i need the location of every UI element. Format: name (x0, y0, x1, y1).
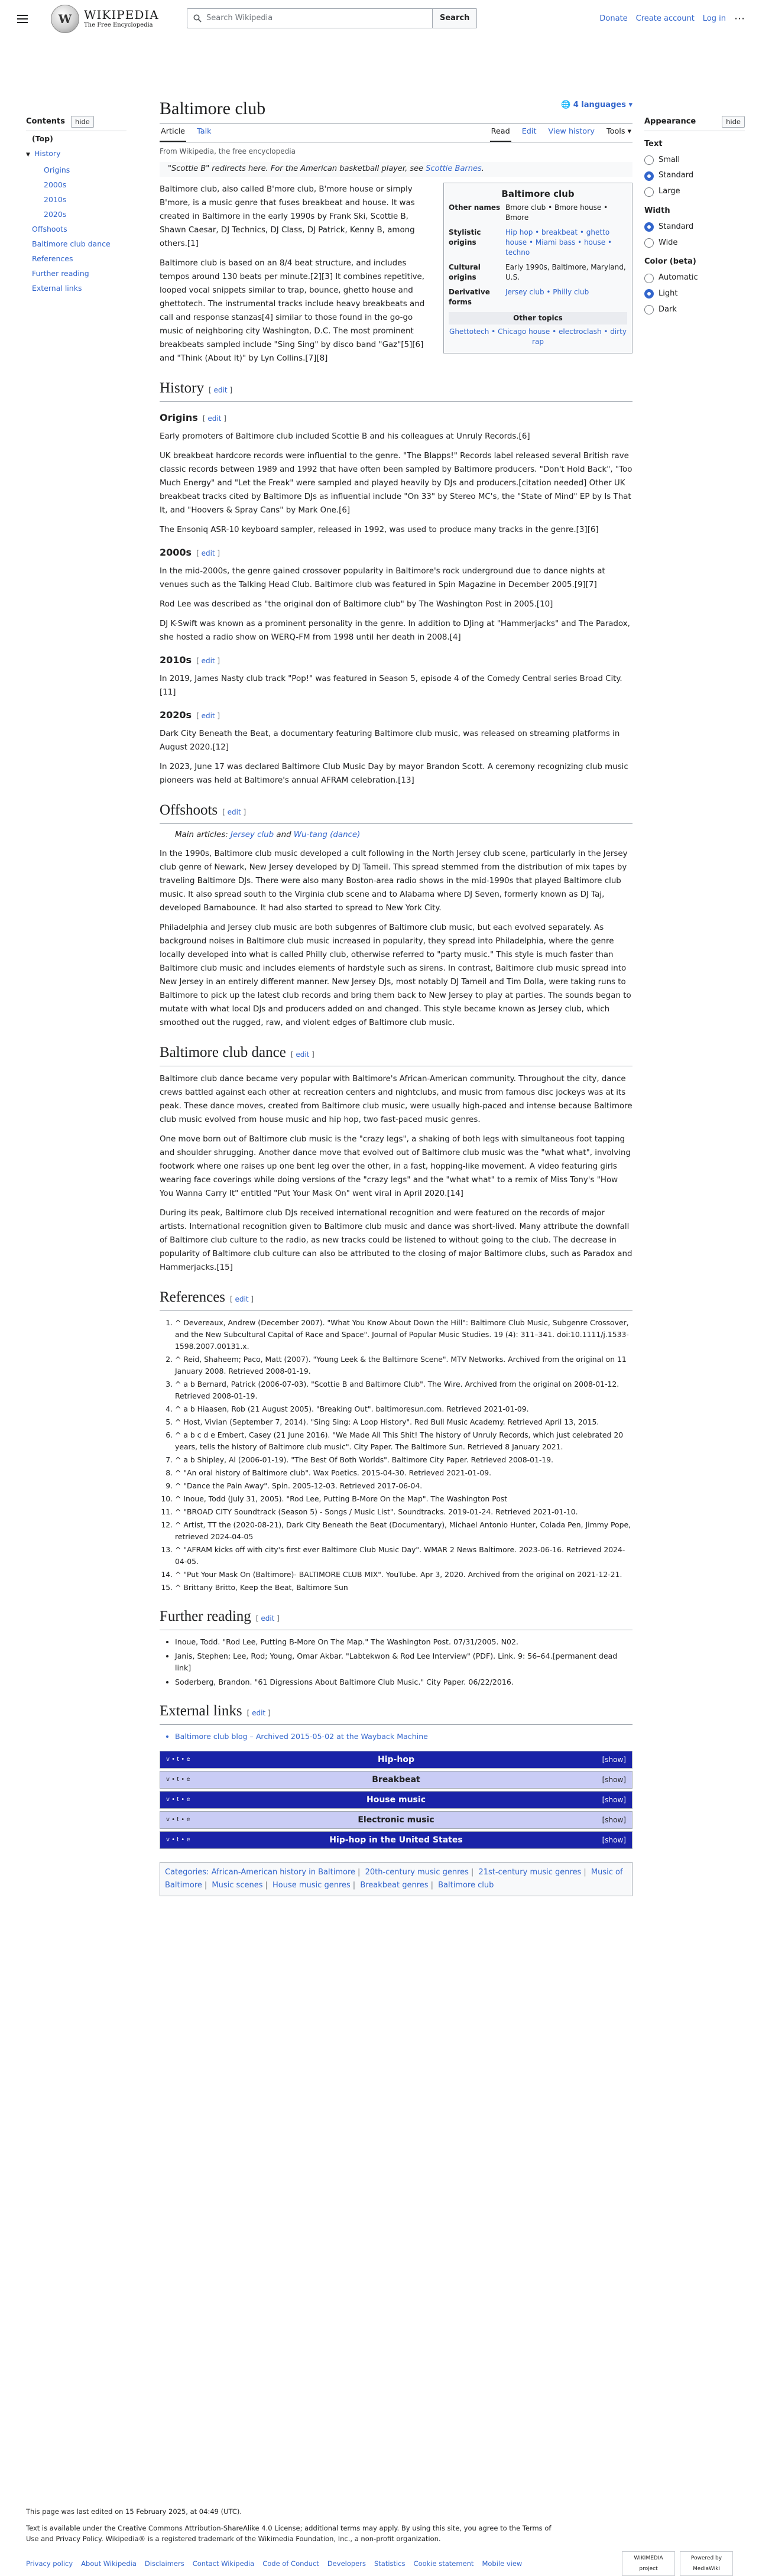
create-account-link[interactable]: Create account (635, 14, 695, 23)
page-footer (26, 2506, 733, 2576)
category-link[interactable]: Music of Baltimore (165, 1868, 623, 1890)
language-button[interactable]: 🌐 4 languages ▾ (560, 100, 632, 109)
section-heading-references: References [ edit ] (160, 1287, 632, 1311)
reference-item: 15. ^ Brittany Britto, Keep the Beat, Baltimore Sun (175, 1582, 632, 1594)
reference-item: 4. ^ a b Hiaasen, Rob (21 August 2005). "Breaking Out". baltimoresun.com. Retrieved 2021-01-09. (175, 1403, 632, 1415)
navbox-house-music[interactable] (160, 1791, 632, 1809)
color-label: Color (beta) (644, 257, 696, 267)
radio-icon[interactable] (644, 305, 654, 314)
navboxes (160, 1751, 632, 1849)
hatnote-link[interactable]: Scottie Barnes (426, 164, 482, 174)
hatnote (160, 162, 632, 177)
section-heading-2000s: 2000s [ edit ] (160, 546, 220, 558)
infobox-value[interactable]: Jersey club • Philly club (505, 287, 589, 296)
radio-selected-icon[interactable] (644, 222, 654, 232)
text-size-large[interactable] (644, 186, 745, 198)
appearance-header (644, 80, 745, 131)
paragraph: In 2019, James Nasty club track "Pop!" was featured in Season 5, episode 4 of the Comedy Central series Broad City.[11] (160, 674, 622, 697)
toc-item-references[interactable] (26, 251, 126, 266)
footer-links (26, 2558, 522, 2569)
reference-item: 9. ^ "Dance the Pain Away". Spin. 2005-12-03. Retrieved 2017-06-04. (175, 1480, 632, 1492)
navbox-vte[interactable]: v • t • e (166, 1776, 190, 1783)
further-reading-item: • Soderberg, Brandon. "61 Digressions About Baltimore Club Music." City Paper. 06/22/2016. (175, 1676, 632, 1688)
heading-text: References (160, 1289, 226, 1306)
radio-label: Light (659, 288, 678, 298)
hatnote-end: . (481, 164, 484, 174)
edit-section-link[interactable]: edit (207, 414, 222, 423)
further-reading-list (175, 1636, 632, 1688)
infobox-other-topics-header: Other topics (449, 312, 627, 325)
reference-item: 13. ^ "AFRAM kicks off with city's first ever Baltimore Club Music Day". WMAR 2 News Baltimore. 2023-06-16. Retrieved 2024-04-05. (175, 1544, 632, 1568)
toc-item-history[interactable] (26, 146, 126, 163)
navbox-hip-hop[interactable] (160, 1751, 632, 1769)
main-menu-button[interactable] (14, 11, 31, 27)
footer-link[interactable]: Cookie statement (413, 2559, 474, 2568)
paragraph: UK breakbeat hardcore records were influential to the genre. "The Blapps!" Records label released several British rave classic records between 1989 and 1992 that have often been sampled by Baltimore producers. "Don't Hold Back", "Too Much Energy" and "Let the Freak" were sampled and played heavily by DJs and producers.[citation needed] Other UK breakbeat tracks cited by Baltimore DJs as influential include "On 33" by Stereo MC's, the "State of Mind" EP by Is That It, and "Hoovers & Spray Cans" by Mark One.[6] (160, 451, 632, 515)
further-reading-item: • Janis, Stephen; Lee, Rod; Young, Omar Akbar. "Labtekwon & Rod Lee Interview" (PDF). Link. 9: 56–64.[permanent dead link] (175, 1650, 632, 1674)
main-articles-note (160, 829, 632, 841)
toc-item-label[interactable]: References (32, 254, 73, 263)
navbox-vte[interactable]: v • t • e (166, 1796, 190, 1803)
radio-label: Dark (659, 304, 677, 314)
radio-label: Automatic (659, 273, 698, 283)
page-title-bar (160, 80, 632, 124)
toc-item-label[interactable]: Further reading (32, 268, 89, 278)
edit-section-link[interactable]: edit (235, 1295, 249, 1304)
paragraph: Early promoters of Baltimore club included Scottie B and his colleagues at Unruly Records.[6] (160, 432, 530, 441)
mediawiki-badge[interactable]: Powered by MediaWiki (680, 2551, 733, 2576)
radio-label: Wide (659, 238, 678, 247)
text-size-standard[interactable] (644, 170, 745, 182)
infobox-value[interactable]: Hip hop • breakbeat • ghetto house • Miami bass • house • techno (505, 228, 612, 257)
tab-edit[interactable]: Edit (521, 126, 537, 136)
navbox-title: House music (366, 1795, 426, 1805)
heading-text: History (160, 379, 204, 396)
tab-view-history[interactable]: View history (548, 126, 595, 136)
main-article-link[interactable]: Wu-tang (dance) (293, 830, 361, 839)
paragraph: In the mid-2000s, the genre gained crossover popularity in Baltimore's rock underground due to dance nights at venues such as the Talking Head Club. Baltimore club was featured in Spin Magazine in December 2005.[9][7] (160, 566, 605, 589)
category-link[interactable]: House music genres (273, 1881, 351, 1890)
toc-item-origins[interactable] (26, 163, 126, 177)
menu-icon-bar (17, 22, 28, 23)
paragraph: The Ensoniq ASR-10 keyboard sampler, released in 1992, was used to produce many tracks in the genre.[3][6] (160, 525, 599, 534)
toc-item-offshoots[interactable] (26, 222, 126, 236)
text-size-small[interactable] (644, 154, 745, 167)
reference-item: 12. ^ Artist, TT the (2020-08-21), Dark City Beneath the Beat (Documentary), Michael Antonio Hunter, Colada Pen, Jimmy Pope, retrieved 2024-04-05 (175, 1519, 632, 1543)
categories-label[interactable]: Categories: (165, 1868, 209, 1877)
personal-tools (599, 13, 745, 25)
category-link[interactable]: African-American history in Baltimore (211, 1868, 356, 1877)
navbox-title: Breakbeat (372, 1775, 420, 1785)
logo-wordmark: WIKIPEDIA (84, 8, 159, 22)
intro-paragraph: Baltimore club is based on an 8/4 beat structure, and includes tempos around 130 beats per minute.[2][3] It combines repetitive, looped vocal snippets similar to trap, bounce, ghetto house and ghettotech. The instrumental tracks include heavy breakbeats and call and response stanzas[4] similar to those found in the go-go music of neighboring city Washington, D.C. The most prominent breakbeats sampled include "Sing Sing" by disco band "Gaz"[5][6] and "Think (About It)" by Lyn Collins.[7][8] (160, 258, 425, 363)
infobox-row (449, 228, 627, 258)
navbox-breakbeat[interactable] (160, 1771, 632, 1789)
last-edited: This page was last edited on 15 February 2025, at 04:49 (UTC). (26, 2507, 242, 2516)
toc-item-external-links[interactable] (26, 281, 126, 296)
heading-text: 2000s (160, 546, 192, 558)
infobox-key: Cultural origins (449, 262, 481, 281)
globe-icon (51, 5, 79, 33)
paragraph: Baltimore club dance became very popular with Baltimore's African-American community. Throughout the city, dance crews battled against each other at recreation centers and nightclubs, and music from famous disc jockeys was at its peak. These dance moves, created from Baltimore club music, were usually high-paced and intense because Baltimore club music evolved from house music and hip hop, two fast-paced music genres. (160, 1075, 632, 1125)
edit-section-link[interactable]: edit (201, 656, 215, 665)
edit-section-link[interactable]: edit (227, 807, 241, 816)
footer-link[interactable]: Code of Conduct (262, 2559, 319, 2568)
infobox-value: Bmore club • Bmore house • Bmore (505, 203, 608, 222)
further-reading-item: • Inoue, Todd. "Rod Lee, Putting B-More On The Map." The Washington Post. 07/31/2005. N02. (175, 1636, 632, 1648)
footer-link[interactable]: Developers (327, 2559, 366, 2568)
license-text: Text is available under the Creative Commons Attribution-ShareAlike 4.0 License; additional terms may apply. By using this site, you agree to the Terms of Use and Privacy Policy. Wikipedia® is a registered trademark of the Wikimedia Foundation, Inc., a non-profit organization. (26, 2524, 552, 2543)
appearance-hide-button[interactable]: hide (722, 116, 745, 128)
toc-item-dance[interactable] (26, 236, 126, 251)
toc-item-2000s[interactable] (26, 177, 126, 192)
logo-glyph: W (58, 12, 72, 26)
log-in-link[interactable]: Log in (702, 14, 726, 23)
toc-item-label: (Top) (32, 134, 53, 143)
reference-item: 14. ^ "Put Your Mask On (Baltimore)- BALTIMORE CLUB MIX". YouTube. Apr 3, 2020. Archived from the original on 2021-12-21. (175, 1569, 632, 1581)
footer-link[interactable]: Contact Wikipedia (192, 2559, 255, 2568)
toc-header (26, 80, 126, 131)
intro-paragraph: Baltimore club, also called B'more club, B'more house or simply B'more, is a music genre that fuses breakbeat and house. It was created in Baltimore in the early 1990s by Frank Ski, Scottie B, Shawn Caesar, DJ Technics, DJ Class, DJ Patrick, Kenny B, among others.[1] (160, 184, 415, 248)
width-standard[interactable] (644, 221, 745, 233)
external-link-item[interactable]: • Baltimore club blog – Archived 2015-05-02 at the Wayback Machine (175, 1731, 632, 1743)
navbox-show-button[interactable]: [show] (602, 1755, 626, 1764)
paragraph: DJ K-Swift was known as a prominent personality in the genre. In addition to DJing at "Hammerjacks" and The Paradox, she hosted a radio show on WERQ-FM from 1998 until her death in 2008.[4] (160, 619, 630, 642)
radio-label: Small (659, 155, 680, 164)
footer-link[interactable]: Privacy policy (26, 2559, 73, 2568)
radio-icon[interactable] (644, 238, 654, 248)
footer-link[interactable]: About Wikipedia (81, 2559, 137, 2568)
reference-item: 3. ^ a b Bernard, Patrick (2006-07-03). "Scottie B and Baltimore Club". The Wire. Archived from the original on 2008-01-12. Retrieved 2008-01-19. (175, 1378, 632, 1402)
paragraph: Rod Lee was described as "the original don of Baltimore club" by The Washington Post in 2005.[10] (160, 599, 553, 609)
infobox-title: Baltimore club (501, 188, 575, 199)
category-links: Categories: African-American history in Baltimore | 20th-century music genres | 21st-century music genres | Music of Baltimore | Music scenes | House music genres | Breakbeat genres | Baltimore club (160, 1862, 632, 1896)
tab-talk[interactable]: Talk (197, 126, 212, 136)
toc-item-further-reading[interactable] (26, 266, 126, 281)
toc-item-top[interactable] (26, 131, 126, 146)
footer-link[interactable]: Disclaimers (144, 2559, 184, 2568)
category-link[interactable]: Breakbeat genres (360, 1881, 429, 1890)
section-heading-origins: Origins [ edit ] (160, 411, 226, 423)
tools-label: Tools (606, 126, 625, 136)
heading-text: 2010s (160, 654, 192, 666)
section-heading-2010s: 2010s [ edit ] (160, 654, 220, 666)
infobox-row (449, 203, 627, 223)
toc-item-label[interactable]: History (34, 148, 61, 158)
search-button[interactable]: Search (433, 8, 477, 28)
toc-item-2020s[interactable] (26, 207, 126, 222)
toc-item-label[interactable]: External links (32, 283, 82, 293)
section-heading-offshoots: Offshoots [ edit ] (160, 800, 632, 824)
reference-item: 11. ^ "BROAD CITY Soundtrack (Season 5) - Songs / Music List". Soundtracks. 2019-01-24. Retrieved 2021-01-10. (175, 1506, 632, 1518)
section-heading-external-links: External links [ edit ] (160, 1701, 632, 1725)
radio-icon[interactable] (644, 155, 654, 165)
toc-hide-button[interactable]: hide (71, 116, 94, 128)
paragraph: During its peak, Baltimore club DJs received international recognition and were featured on the records of major artists. International recognition given to Baltimore club music and dance was short-lived. Many attribute the downfall of Baltimore club culture to the radio, as new tracks could be listened to without going to the club. The decrease in popularity of Baltimore club culture can also be attributed to the closing of major Baltimore clubs, such as Paradox and Hammerjacks.[15] (160, 1209, 632, 1273)
table-of-contents (26, 80, 126, 296)
page-tabs (160, 124, 632, 142)
edit-section-link[interactable]: edit (261, 1614, 275, 1623)
references-list (175, 1317, 632, 1594)
language-count: 4 languages (573, 100, 626, 109)
infobox-key: Stylistic origins (449, 228, 481, 246)
infobox-value: Early 1990s, Baltimore, Maryland, U.S. (505, 262, 626, 281)
edit-section-link[interactable]: edit (201, 549, 215, 557)
chevron-down-icon[interactable]: ▼ (26, 151, 30, 158)
donate-link[interactable]: Donate (599, 14, 628, 23)
navbox-vte[interactable]: v • t • e (166, 1837, 190, 1844)
wikipedia-logo[interactable] (51, 5, 159, 33)
article-content (160, 80, 632, 1896)
navbox-show-button[interactable]: [show] (602, 1795, 626, 1804)
infobox-row (449, 287, 627, 307)
reference-item: 5. ^ Host, Vivian (September 7, 2014). "Sing Sing: A Loop History". Red Bull Music Academy. Retrieved April 13, 2015. (175, 1416, 632, 1428)
edit-section-link[interactable]: edit (201, 711, 215, 720)
radio-icon[interactable] (644, 274, 654, 283)
section-heading-2020s: 2020s [ edit ] (160, 709, 220, 721)
paragraph: Dark City Beneath the Beat, a documentary featuring Baltimore club music, was released on streaming platforms in August 2020.[12] (160, 729, 620, 752)
menu-icon (17, 15, 28, 16)
translate-icon: 🌐 (560, 100, 573, 109)
radio-icon[interactable] (644, 187, 654, 197)
paragraph: One move born out of Baltimore club music is the "crazy legs", a shaking of both legs with simultaneous foot tapping and shoulder shrugging. Another dance move that evolved out of Baltimore club music was the "what what", involving footwork where one raises up one bent leg over the other, in a fast, hopping-like movement. A video featuring girls wearing face coverings while doing versions of the "crazy legs" and the "what what" to a remix of Miss Tony's "How You Wanna Carry It" entitled "Put Your Mask On" went viral in April 2020.[14] (160, 1135, 631, 1199)
radio-selected-icon[interactable] (644, 289, 654, 299)
color-light[interactable] (644, 288, 745, 300)
tab-article[interactable]: Article (160, 126, 186, 142)
navbox-show-button[interactable]: [show] (602, 1835, 626, 1844)
toc-item-label[interactable]: 2010s (44, 194, 67, 204)
search-input[interactable] (187, 8, 433, 28)
radio-selected-icon[interactable] (644, 171, 654, 181)
more-options-icon[interactable]: ⋯ (734, 12, 745, 25)
infobox (443, 183, 632, 353)
toc-title: Contents (26, 117, 65, 126)
site-subtitle: From Wikipedia, the free encyclopedia (160, 147, 296, 155)
navbox-vte[interactable]: v • t • e (166, 1816, 190, 1824)
category-link[interactable]: Music scenes (212, 1881, 263, 1890)
toc-item-label[interactable]: Baltimore club dance (32, 239, 111, 248)
reference-item: 10. ^ Inoue, Todd (July 31, 2005). "Rod Lee, Putting B-More On the Map". The Washington Post (175, 1493, 632, 1505)
section-heading-history: History [ edit ] (160, 378, 632, 402)
heading-text: External links (160, 1703, 242, 1720)
radio-label: Standard (659, 222, 694, 231)
site-header (0, 0, 759, 40)
hatnote-text: "Scottie B" redirects here. For the American basketball player, see (168, 164, 426, 174)
reference-item: 7. ^ a b Shipley, Al (2006-01-19). "The Best Of Both Worlds". Baltimore City Paper. Retrieved 2008-01-19. (175, 1454, 632, 1466)
heading-text: Further reading (160, 1608, 251, 1625)
toc-item-label[interactable]: Origins (44, 165, 70, 174)
menu-icon-bar (17, 18, 28, 20)
navbox-hip-hop-us[interactable] (160, 1831, 632, 1849)
search-form (187, 8, 477, 28)
paragraph: In 2023, June 17 was declared Baltimore Club Music Day by mayor Brandon Scott. A ceremony recognizing club music pioneers was held at Baltimore's annual AFRAM celebration.[13] (160, 762, 628, 785)
radio-label: Standard (659, 171, 694, 180)
width-wide[interactable] (644, 237, 745, 249)
category-link[interactable]: 21st-century music genres (478, 1868, 582, 1877)
logo-tagline: The Free Encyclopedia (84, 22, 153, 28)
text-size-label: Text (644, 139, 663, 148)
navbox-show-button[interactable]: [show] (602, 1815, 626, 1824)
tab-read[interactable]: Read (490, 126, 511, 142)
tools-menu[interactable]: Tools ▾ (606, 126, 631, 136)
navbox-show-button[interactable]: [show] (602, 1775, 626, 1784)
toc-item-label[interactable]: 2020s (44, 209, 67, 219)
heading-text: Origins (160, 411, 198, 423)
category-link[interactable]: Baltimore club (438, 1881, 494, 1890)
footer-link[interactable]: Statistics (374, 2559, 406, 2568)
paragraph: Philadelphia and Jersey club music are both subgenres of Baltimore club music, but each evolved separately. As background noises in Baltimore club music increased in popularity, they spread into Philadelphia, where the genre locally developed into what is called Philly club, otherwise referred to "party music." This style is much faster than Baltimore club music and includes elements of hardstyle such as sirens. In contrast, Baltimore club music spread into New Jersey in an entirely different manner. New Jersey DJs, most notably DJ Tameil and Tim Dolla, were taking runs to Baltimore to pick up the latest club records and bring them back to New Jersey to play at parties. The sounds began to mutate with what local DJs and producers added on and changed. This style became known as Jersey club, which smoothed out the rugged, raw, and violent edges of Baltimore club music. (160, 923, 631, 1028)
paragraph: In the 1990s, Baltimore club music developed a cult following in the North Jersey club scene, particularly in the Jersey club genre of Newark, New Jersey developed by DJ Tameil. This spread stemmed from the distribution of mix tapes by traveling Baltimore DJs. There were also many Boston-area radio shows in the mid-1990s that played Baltimore club music. It also spread south to the Virginia club scene and to Alabama where DJ Seven, formerly known as DJ Taj, developed Bamabounce. It had also started to spread to New York City. (160, 849, 628, 913)
navbox-vte[interactable]: v • t • e (166, 1756, 190, 1763)
search-placeholder: Search Wikipedia (206, 13, 273, 22)
toc-item-label[interactable]: 2000s (44, 180, 67, 189)
edit-section-link[interactable]: edit (213, 385, 228, 394)
reference-item: 6. ^ a b c d e Embert, Casey (21 June 2016). "We Made All This Shit! The history of Unruly Records, which just celebrated 20 years, tells the history of Baltimore club music". City Paper. The Baltimore Sun. Retrieved 8 January 2021. (175, 1429, 632, 1453)
toc-item-label[interactable]: Offshoots (32, 224, 67, 233)
toc-item-2010s[interactable] (26, 192, 126, 207)
edit-section-link[interactable]: edit (296, 1050, 310, 1059)
navbox-title: Hip-hop (378, 1755, 414, 1765)
width-label: Width (644, 206, 670, 215)
wikimedia-badge[interactable]: WIKIMEDIA project (622, 2551, 675, 2576)
page-title: Baltimore club (160, 99, 266, 118)
reference-item: 2. ^ Reid, Shaheem; Paco, Matt (2007). "Young Leek & the Baltimore Scene". MTV Networks. Archived from the original on 11 January 2008. Retrieved 2008-01-19. (175, 1354, 632, 1377)
heading-text: Baltimore club dance (160, 1044, 286, 1061)
footer-link[interactable]: Mobile view (482, 2559, 523, 2568)
heading-text: Offshoots (160, 802, 218, 818)
section-heading-dance: Baltimore club dance [ edit ] (160, 1043, 632, 1066)
search-icon (193, 14, 202, 22)
navbox-title: Electronic music (358, 1815, 434, 1825)
radio-label: Large (659, 187, 680, 196)
category-link[interactable]: 20th-century music genres (365, 1868, 469, 1877)
main-articles-and: and (274, 830, 294, 839)
main-article-link[interactable]: Jersey club (230, 830, 274, 839)
color-automatic[interactable] (644, 272, 745, 284)
infobox-row (449, 262, 627, 283)
section-heading-further-reading: Further reading [ edit ] (160, 1607, 632, 1630)
reference-item: 1. ^ Devereaux, Andrew (December 2007). "What You Know About Down the Hill": Baltimore Club Music, Subgenre Crossover, and the New Subcultural Capital of Race and Space". Journal of Popular Music Studies. 19 (4): 311–341. doi:10.1111/j.1533-1598.2007.00131.x. (175, 1317, 632, 1352)
main-articles-prefix: Main articles: (175, 830, 231, 839)
navbox-electronic-music[interactable] (160, 1811, 632, 1829)
external-links-list (175, 1731, 632, 1743)
infobox-key: Other names (449, 203, 501, 212)
infobox-key: Derivative forms (449, 287, 490, 306)
appearance-title: Appearance (644, 117, 696, 126)
edit-section-link[interactable]: edit (252, 1709, 266, 1718)
color-dark[interactable] (644, 304, 745, 316)
heading-text: 2020s (160, 709, 192, 721)
infobox-other-topics[interactable]: Ghettotech • Chicago house • electroclash • dirty rap (449, 327, 627, 346)
navbox-title: Hip-hop in the United States (329, 1835, 463, 1845)
reference-item: 8. ^ "An oral history of Baltimore club". Wax Poetics. 2015-04-30. Retrieved 2021-01-09. (175, 1467, 632, 1479)
appearance-panel (644, 80, 745, 320)
